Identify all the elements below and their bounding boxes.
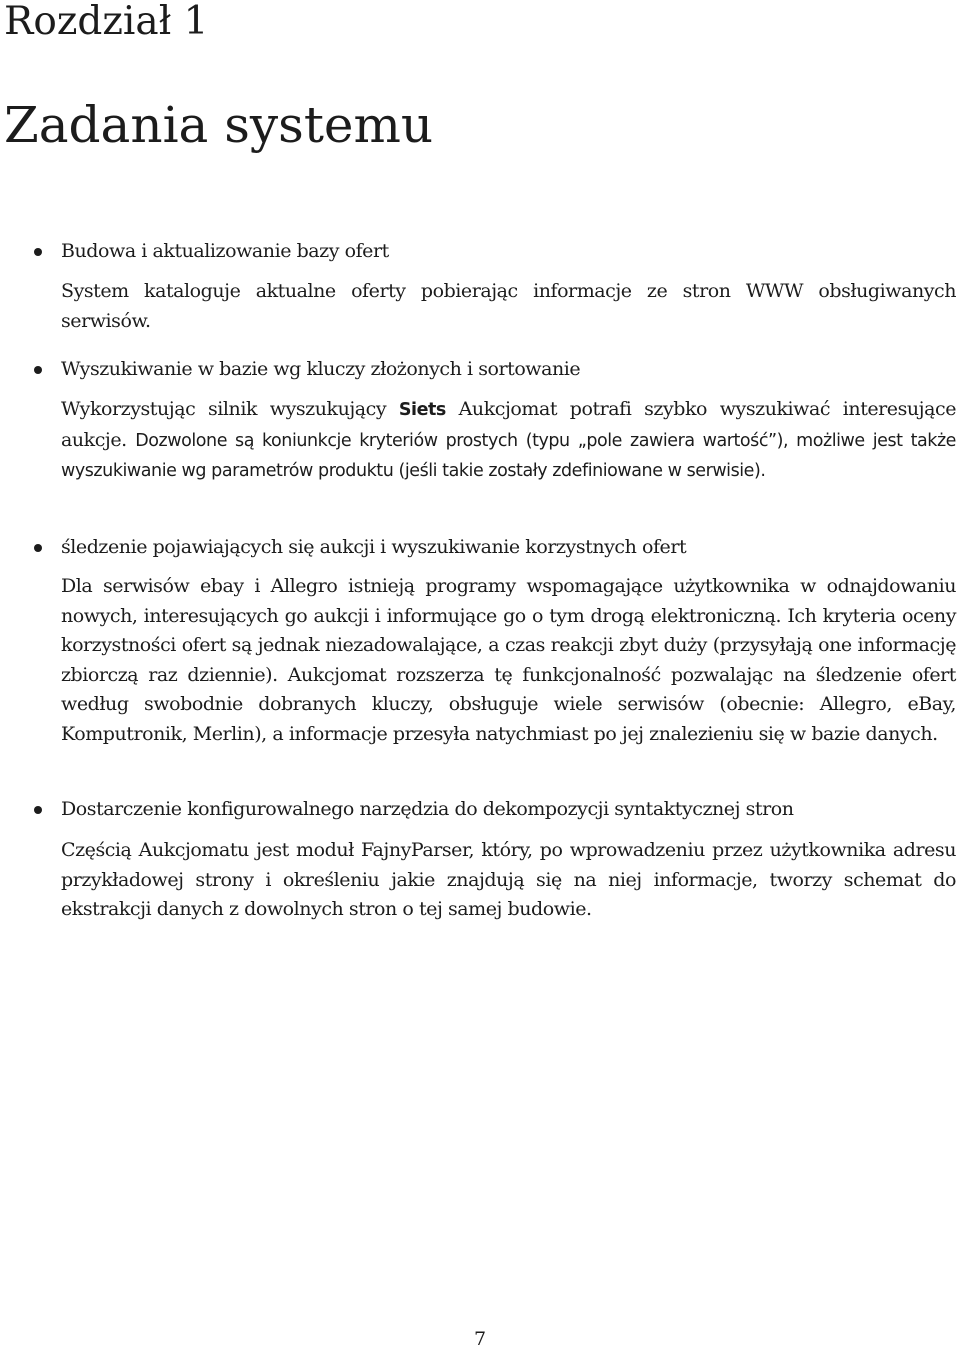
list-item-heading: Wyszukiwanie w bazie wg kluczy złożonych i sortowanie bbox=[61, 358, 581, 380]
bullet-icon bbox=[34, 248, 42, 256]
list-item-body: Dla serwisów ebay i Allegro istnieją programy wspomagające użytkownika w odnajdowaniu nowych, interesujących go aukcji i informujące go o tym drogą elektroniczną. Ich kryteria oceny korzystności ofert są jednak niezadowalające, a czas reakcji zbyt duży (przysyłają one informację zbiorczą raz dziennie). Aukcjomat rozszerza tę funkcjonalność pozwalając na śledzenie ofert według swobodnie dobranych kluczy, obsługuje wiele serwisów (obecnie: Allegro, eBay, Komputronik, Merlin), a informacje przesyła natychmiast po jej znalezieniu się w bazie danych. bbox=[61, 575, 956, 745]
bullet-icon bbox=[34, 544, 42, 552]
bullet-icon bbox=[34, 806, 42, 814]
bullet-icon bbox=[34, 366, 42, 374]
list-item-heading: śledzenie pojawiających się aukcji i wyszukiwanie korzystnych ofert bbox=[61, 536, 687, 558]
list-item-body: System kataloguje aktualne oferty pobierając informacje ze stron WWW obsługiwanych serwisów. bbox=[61, 280, 956, 332]
chapter-label: Rozdział 1 bbox=[4, 0, 209, 44]
siets-name: Siets bbox=[398, 400, 446, 420]
body-text: Wykorzystując silnik wyszukujący bbox=[61, 398, 387, 420]
page-number: 7 bbox=[473, 1328, 487, 1350]
list-item-body bbox=[61, 395, 956, 487]
chapter-title: Zadania systemu bbox=[4, 96, 434, 154]
list-item-heading: Dostarczenie konfigurowalnego narzędzia do dekompozycji syntaktycznej stron bbox=[61, 798, 794, 820]
list-item-body: Częścią Aukcjomatu jest moduł FajnyParser, który, po wprowadzeniu przez użytkownika adresu przykładowej strony i określeniu jakie znajdują się na niej informacje, tworzy schemat do ekstrakcji danych z dowolnych stron o tej samej budowie. bbox=[61, 839, 956, 920]
list-item-heading: Budowa i aktualizowanie bazy ofert bbox=[61, 240, 389, 262]
body-text: Aukcjomat potrafi szybko wyszukiwać interesujące aukcje. bbox=[61, 398, 956, 451]
body-text-sans: Dozwolone są koniunkcje kryteriów prostych (typu „pole zawiera wartość”), możliwe jest także wyszukiwanie wg parametrów produktu (jeśli takie zostały zdefiniowane w serwisie). bbox=[61, 430, 956, 481]
